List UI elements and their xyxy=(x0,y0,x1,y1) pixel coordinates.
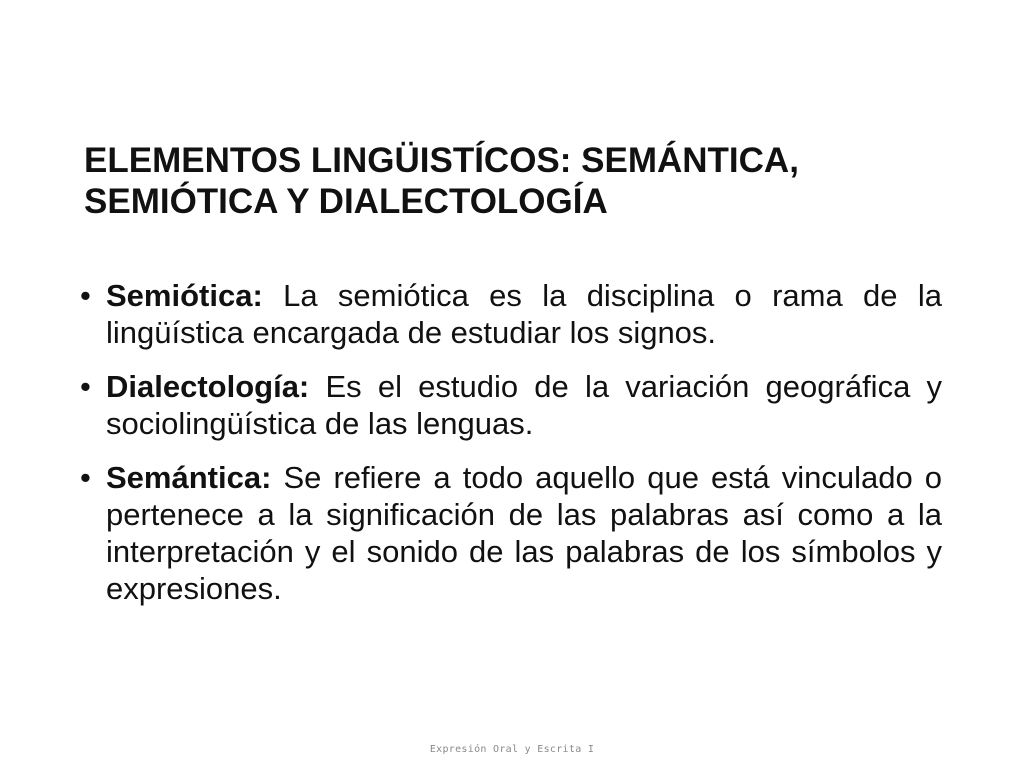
bullet-text: Se refiere a todo aquello que está vinculado o pertenece a la significación de las palabras así como a la interpretación y el sonido de las palabras de los símbolos y expresiones. xyxy=(106,460,942,606)
bullet-text: La semiótica es la disciplina o rama de la lingüística encargada de estudiar los signos. xyxy=(106,278,942,350)
bullet-term: Semántica: xyxy=(106,460,272,495)
bullet-term: Dialectología: xyxy=(106,369,310,404)
bullet-item-semiotica xyxy=(80,277,942,351)
slide-title xyxy=(84,140,946,222)
bullet-text: Es el estudio de la variación geográfica y sociolingüística de las lenguas. xyxy=(106,369,942,441)
bullet-list xyxy=(80,277,942,624)
bullet-item-semantica xyxy=(80,459,942,607)
slide-footer: Expresión Oral y Escrita I xyxy=(429,744,595,755)
bullet-dot-icon: • xyxy=(80,460,91,495)
slide-title-line-2: SEMIÓTICA Y DIALECTOLOGÍA xyxy=(84,182,608,221)
slide-title-line-1: ELEMENTOS LINGÜISTÍCOS: SEMÁNTICA, xyxy=(84,141,799,180)
bullet-term: Semiótica: xyxy=(106,278,263,313)
bullet-item-dialectologia xyxy=(80,368,942,442)
bullet-dot-icon: • xyxy=(80,369,91,404)
bullet-dot-icon: • xyxy=(80,278,91,313)
